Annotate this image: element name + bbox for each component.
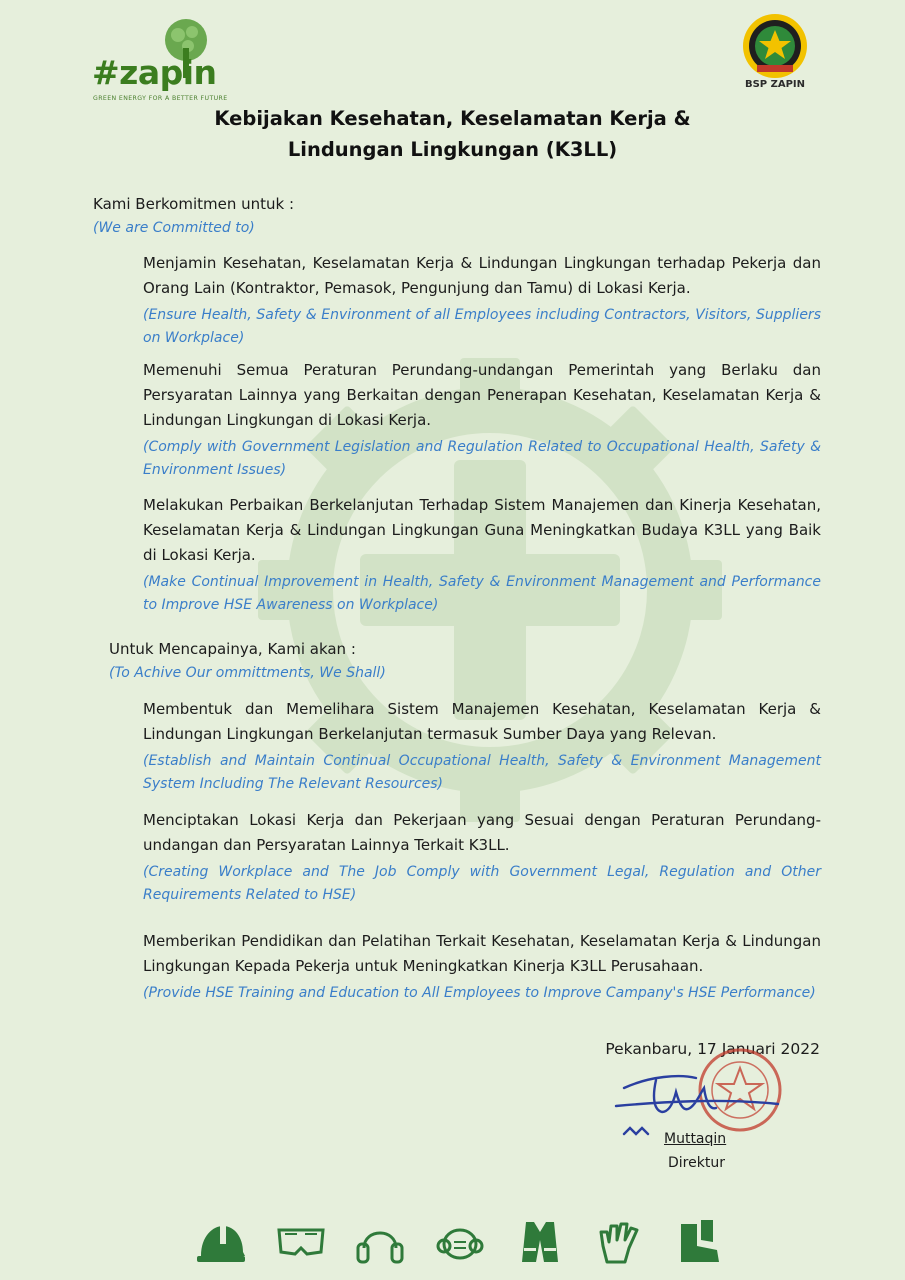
commitment-item bbox=[143, 251, 821, 350]
item-text: Membentuk dan Memelihara Sistem Manajemen Kesehatan, Keselamatan Kerja & Lindungan Lingkungan Berkelanjutan termasuk Sumber Daya yang Relevan. bbox=[143, 700, 821, 743]
brand-name: #zapin bbox=[92, 53, 217, 92]
ppe-icon-row bbox=[195, 1216, 725, 1268]
item-text-en: (Comply with Government Legislation and Regulation Related to Occupational Health, Safety & Environment Issues) bbox=[143, 439, 821, 478]
item-text-en: (Creating Workplace and The Job Comply with Government Legal, Regulation and Other Requirements Related to HSE) bbox=[143, 864, 821, 903]
section1-heading: Kami Berkomitmen untuk : bbox=[93, 195, 295, 213]
item-text: Memberikan Pendidikan dan Pelatihan Terkait Kesehatan, Keselamatan Kerja & Lindungan Lingkungan Kepada Pekerja untuk Meningkatkan Kinerja K3LL Perusahaan. bbox=[143, 932, 821, 975]
safety-gloves-icon bbox=[593, 1218, 645, 1266]
safety-goggles-icon bbox=[275, 1218, 327, 1266]
title-line-2: Lindungan Lingkungan (K3LL) bbox=[287, 138, 618, 161]
section1-heading-en: (We are Committed to) bbox=[93, 220, 255, 236]
item-text: Menciptakan Lokasi Kerja dan Pekerjaan yang Sesuai dengan Peraturan Perundang-undangan dan Persyaratan Lainnya Terkait K3LL. bbox=[143, 811, 821, 854]
title-line-1: Kebijakan Kesehatan, Keselamatan Kerja & bbox=[214, 107, 691, 130]
place-date: Pekanbaru, 17 Januari 2022 bbox=[605, 1040, 820, 1058]
hard-hat-icon bbox=[195, 1218, 247, 1266]
brand-tagline: GREEN ENERGY FOR A BETTER FUTURE bbox=[93, 95, 228, 102]
ear-muffs-icon bbox=[354, 1218, 406, 1266]
item-text-en: (Ensure Health, Safety & Environment of all Employees including Contractors, Visitors, Suppliers on Workplace) bbox=[143, 307, 821, 346]
item-text-en: (Make Continual Improvement in Health, Safety & Environment Management and Performance to Improve HSE Awareness on Workplace) bbox=[143, 574, 821, 613]
action-item bbox=[143, 929, 821, 1005]
signatory-role: Direktur bbox=[668, 1155, 725, 1171]
action-item bbox=[143, 697, 821, 796]
section2-heading: Untuk Mencapainya, Kami akan : bbox=[109, 640, 356, 658]
item-text-en: (Provide HSE Training and Education to All Employees to Improve Campany's HSE Performance) bbox=[143, 985, 816, 1001]
item-text: Melakukan Perbaikan Berkelanjutan Terhadap Sistem Manajemen dan Kinerja Kesehatan, Keselamatan Kerja & Lindungan Lingkungan Guna Meningkatkan Budaya K3LL yang Baik di Lokasi Kerja. bbox=[143, 496, 821, 564]
commitment-item bbox=[143, 493, 821, 617]
action-item bbox=[143, 808, 821, 907]
respirator-mask-icon bbox=[434, 1218, 486, 1266]
seal-caption: BSP ZAPIN bbox=[744, 79, 806, 90]
safety-boots-icon bbox=[673, 1218, 725, 1266]
item-text: Menjamin Kesehatan, Keselamatan Kerja & Lindungan Lingkungan terhadap Pekerja dan Orang Lain (Kontraktor, Pemasok, Pengunjung dan Tamu) di Lokasi Kerja. bbox=[143, 254, 821, 297]
section2-heading-en: (To Achive Our ommittments, We Shall) bbox=[109, 665, 386, 681]
signatory-name: Muttaqin bbox=[664, 1131, 727, 1147]
commitment-item bbox=[143, 358, 821, 482]
safety-vest-icon bbox=[514, 1218, 566, 1266]
item-text: Memenuhi Semua Peraturan Perundang-undangan Pemerintah yang Berlaku dan Persyaratan Lainnya yang Berkaitan dengan Penerapan Kesehatan, Keselamatan Kerja & Lindungan Lingkungan di Lokasi Kerja. bbox=[143, 361, 821, 429]
item-text-en: (Establish and Maintain Continual Occupational Health, Safety & Environment Management System Including The Relevant Resources) bbox=[143, 753, 821, 792]
